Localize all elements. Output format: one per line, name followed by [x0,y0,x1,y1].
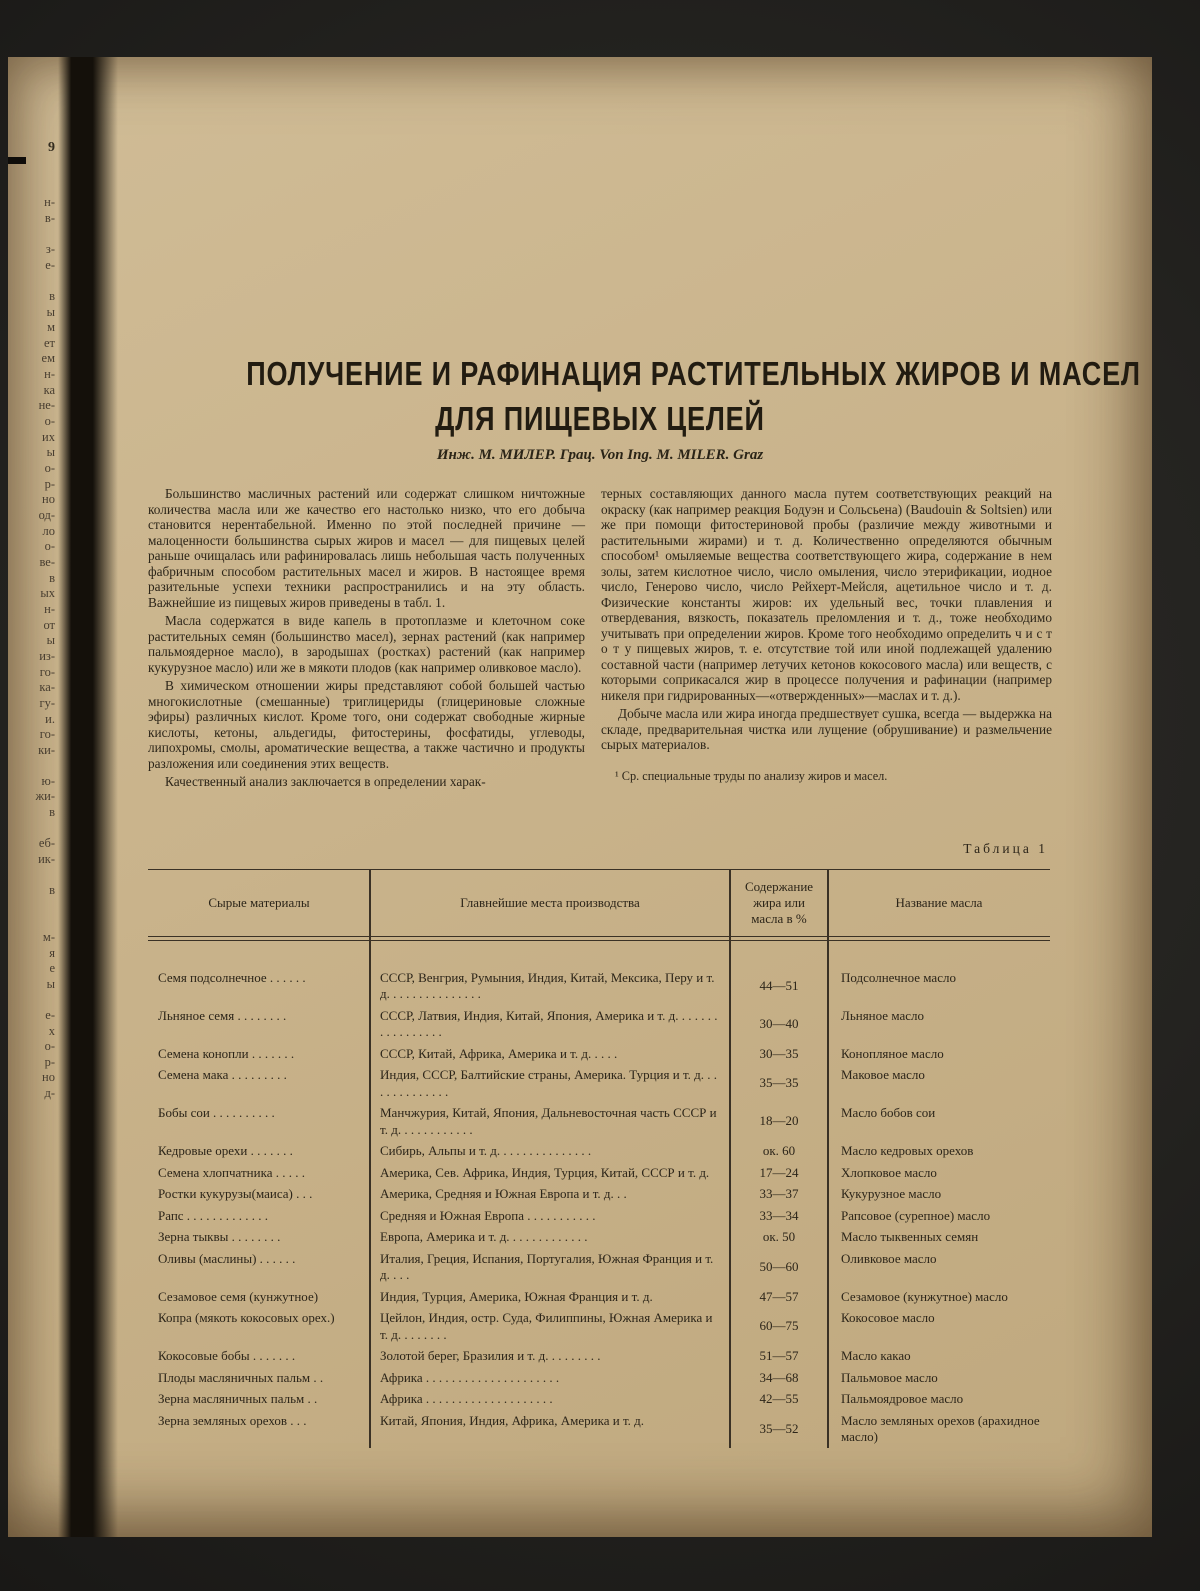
margin-fragment: ка- [39,680,55,694]
left-column [148,486,585,793]
table-row [148,967,1050,1005]
margin-fragment: н- [44,195,55,209]
margin-fragment: з- [45,242,55,256]
cell-raw-material: Ростки кукурузы(маиса) . . . [158,1186,313,1201]
margin-fragment: о- [44,539,55,553]
cell-production-places: Африка . . . . . . . . . . . . . . . . . . . . [380,1391,553,1406]
cell-raw-material: Семя подсолнечное . . . . . . [158,969,306,985]
margin-fragment: я [49,946,55,960]
table-row [148,1103,1050,1141]
margin-fragment: гу- [39,696,55,710]
margin-fragment: в- [44,211,55,225]
margin-fragment: и. [45,712,55,726]
table-row [148,1184,1050,1206]
page-content [148,57,1141,1537]
margin-fragment: их [42,430,55,444]
cell-oil-name: Масло земляных орехов (арахидное масло) [841,1412,1040,1444]
cell-raw-material: Кедровые орехи . . . . . . . [158,1143,293,1158]
margin-fragment: ло [42,524,55,538]
cell-fat-content: 17—24 [759,1164,799,1180]
table-row [148,1410,1050,1448]
paragraph: В химическом отношении жиры представляют собой большей частью многокислотные (смешанные) триглицериды (глицериновые сложные эфиры) различных кислот. Кроме того, они содержат свободные жирные кислоты, кетоны, альдегиды, фитостерины, фосфатиды, углеводы, липохромы, смолы, ароматические вещества, а также частично и продукты разложения или соединения этих веществ. [148,678,585,771]
margin-fragment: ет [43,336,55,350]
cell-production-places: СССР, Латвия, Индия, Китай, Япония, Америка и т. д. . . . . . . . . . . . . . . . . [380,1007,718,1039]
cell-fat-content: 30—40 [759,1015,799,1031]
margin-fragment: ых [40,586,55,600]
margin-fragment: н- [44,602,55,616]
cell-production-places: Средняя и Южная Европа . . . . . . . . . . . [380,1207,596,1223]
cell-production-places: Манчжурия, Китай, Япония, Дальневосточная часть СССР и т. д. . . . . . . . . . . . [380,1105,717,1137]
table-column-rule [369,869,371,1448]
cell-oil-name: Подсолнечное масло [841,969,956,985]
table-header-row [148,869,1050,936]
table-row [148,1162,1050,1184]
table-row [148,1248,1050,1286]
cell-oil-name: Оливковое масло [841,1250,937,1266]
margin-fragment: в [49,289,55,303]
author-byline: Инж. М. МИЛЕР. Грац. Von Ing. M. MILER. Graz [436,447,764,463]
cell-oil-name: Кукурузное масло [841,1186,942,1201]
binding-gutter-shadow [58,57,118,1537]
margin-fragment: ве- [39,555,55,569]
margin-fragment: го- [39,727,55,741]
cell-oil-name: Масло тыквенных семян [841,1229,979,1244]
cell-production-places: Цейлон, Индия, остр. Суда, Филиппины, Южная Америка и т. д. . . . . . . . [380,1310,713,1342]
table-column-rule [827,869,829,1448]
paragraph: терных составляющих данного масла путем соответствующих реакций на окраску (как например реакция Бодуэн и Сольсьена) (Baudouin & Soltsien) или же при помощи фитостериновой пробы (различие между животными и растительными жирами) и т. д. Количественно определяются обычным способом¹ омыляемые вещества соответствующего жира, содержание в нем золы, затем кислотное число, число омыления, число этерификации, иодное число, Генерово число, число Рейхерт-Мейсля, ацетильное число и т. д. Физические константы жиров: их удельный вес, точки плавления и отвердевания, вязкость, показатель преломления и т. д., тоже необходимо учитывать при определении жиров. Кроме того необходимо определить ч и с т о т у пищевых жиров, т. е. отсутствие той или иной подлежащей удалению составной части (например летучих кетонов кокосового масла) или веществ, с которыми соприкасался жир в процессе получения и рафинации (например никеля при гидрированных—«отвержденных»—маслах и т. д.). [601,486,1052,703]
cell-oil-name: Пальмоядровое масло [841,1391,964,1406]
cell-fat-content: 42—55 [759,1391,799,1406]
cell-production-places: Китай, Япония, Индия, Африка, Америка и т. д. [380,1412,645,1428]
body-columns [148,486,1052,793]
margin-fragment: од- [38,508,55,522]
cell-raw-material: Кокосовые бобы . . . . . . . [158,1348,296,1363]
cell-production-places: Европа, Америка и т. д. . . . . . . . . . . . . [380,1229,588,1244]
margin-fragment: е- [45,1008,55,1022]
margin-fragment: м [47,320,55,334]
cell-raw-material: Зерна земляных орехов . . . [158,1412,307,1428]
cell-production-places: СССР, Китай, Африка, Америка и т. д. . . . . [380,1045,618,1061]
margin-fragment: ы [46,633,55,647]
table-row [148,1043,1050,1065]
cell-production-places: Италия, Греция, Испания, Португалия, Южная Франция и т. д. . . . [380,1250,714,1282]
margin-fragment: о- [44,414,55,428]
cell-raw-material: Копра (мякоть кокосовых орех.) [158,1310,335,1325]
header-production-places: Главнейшие места производства [460,895,640,910]
paragraph: Качественный анализ заключается в определении харак- [165,774,486,789]
cell-production-places: Индия, СССР, Балтийские страны, Америка. Турция и т. д. . . . . . . . . . . . . . [380,1067,718,1099]
header-oil-name: Название масла [895,895,983,910]
table-row [148,1141,1050,1163]
cell-oil-name: Кокосовое масло [841,1310,935,1325]
cell-fat-content: 18—20 [759,1113,799,1129]
cell-fat-content: ок. 50 [762,1229,796,1244]
cell-fat-content: 34—68 [759,1369,799,1385]
header-fat-content: Содержание жира или масла в % [744,879,814,926]
cell-fat-content: 51—57 [759,1348,799,1363]
cell-production-places: Америка, Средняя и Южная Европа и т. д. . . [380,1186,627,1201]
cell-raw-material: Плоды масляничных пальм . . [158,1369,324,1385]
table-column-rule [729,869,731,1448]
margin-fragment: о- [44,461,55,475]
table-row [148,1389,1050,1411]
margin-fragment: ы [46,445,55,459]
table-row [148,1227,1050,1249]
margin-fragment: в [49,805,55,819]
article-title [148,351,1141,441]
margin-fragment: р- [44,477,55,491]
margin-fragment: ик- [38,852,55,866]
cell-raw-material: Оливы (маслины) . . . . . . [158,1250,296,1266]
margin-fragment: х [48,1024,55,1038]
margin-fragment: го- [39,665,55,679]
table-row [148,1065,1050,1103]
cell-raw-material: Льняное семя . . . . . . . . [158,1007,287,1023]
cell-oil-name: Масло бобов сои [841,1105,936,1120]
header-raw-materials: Сырые материалы [208,895,310,910]
margin-fragment: ы [46,977,55,991]
cell-fat-content: 30—35 [759,1045,799,1061]
margin-fragment: н- [44,367,55,381]
cell-fat-content: 35—52 [759,1420,799,1436]
table-row [148,1286,1050,1308]
cell-oil-name: Пальмовое масло [841,1369,938,1385]
cell-fat-content: ок. 60 [762,1143,796,1158]
margin-fragment: еб- [38,836,55,850]
margin-fragment: от [43,618,55,632]
footnote: ¹ Ср. специальные труды по анализу жиров и масел. [615,768,888,783]
cell-oil-name: Льняное масло [841,1007,924,1023]
cell-raw-material: Семена мака . . . . . . . . . [158,1067,287,1082]
cell-fat-content: 33—34 [759,1207,799,1223]
margin-fragment: ю- [41,774,55,788]
table-row [148,1308,1050,1346]
margin-fragment: е [49,961,55,975]
cell-fat-content: 60—75 [759,1318,799,1334]
paragraph: Масла содержатся в виде капель в протоплазме и клеточном соке растительных семян (большинство масел), зернах растений (как например пальмоядерное масло), в зародышах (ростках) растений (как например кукурузное масло) или же в мякоти плодов (как например оливковое масло). [148,613,585,675]
cell-oil-name: Маковое масло [841,1067,925,1082]
margin-fragment: д- [44,1086,55,1100]
margin-fragment: м- [42,930,55,944]
cell-oil-name: Сезамовое (кунжутное) масло [841,1288,1008,1304]
cell-fat-content: 44—51 [759,977,799,993]
margin-fragment: из- [39,649,55,663]
paragraph: Добыче масла или жира иногда предшествует сушка, всегда — выдержка на складе, предварительная чистка или лущение (обрушивание) и размельчение сырых материалов. [601,706,1052,752]
cell-raw-material: Зерна тыквы . . . . . . . . [158,1229,281,1244]
margin-fragment: в [49,883,55,897]
margin-fragment: 9 [48,140,55,155]
article-title-line1: ПОЛУЧЕНИЕ И РАФИНАЦИЯ РАСТИТЕЛЬНЫХ ЖИРОВ И МАСЕЛ [246,355,1141,392]
table-row [148,1367,1050,1389]
cell-oil-name: Конопляное масло [841,1045,944,1061]
margin-fragment: о- [44,1039,55,1053]
margin-fragment: но [42,492,55,506]
margin-fragment: жи- [35,789,55,803]
cell-fat-content: 50—60 [759,1258,799,1274]
cell-production-places: Африка . . . . . . . . . . . . . . . . . . . . . [380,1369,560,1385]
cell-production-places: Америка, Сев. Африка, Индия, Турция, Китай, СССР и т. д. [380,1164,710,1180]
cell-raw-material: Рапс . . . . . . . . . . . . . [158,1207,269,1223]
cell-oil-name: Масло кедровых орехов [841,1143,974,1158]
table-caption: Таблица 1 [963,841,1048,856]
paragraph: Большинство масличных растений или содержат слишком ничтожные количества масла или же качество его настолько низко, что его добыча становится нерентабельной. Именно по этой последней причине — малоценности большинства сырых жиров и масел — для пищевых целей раньше очищалась или рафинировалась лишь небольшая часть полученных фабричным способом растительных масел и жиров. В настоящее время разительные успехи техники распространились и на эту область. Важнейшие из пищевых жиров приведены в табл. 1. [148,486,585,610]
table-row [148,1205,1050,1227]
table-row [148,1005,1050,1043]
cell-oil-name: Хлопковое масло [841,1164,937,1180]
cell-raw-material: Бобы сои . . . . . . . . . . [158,1105,275,1120]
cell-oil-name: Рапсовое (сурепное) масло [841,1207,991,1223]
cell-production-places: Индия, Турция, Америка, Южная Франция и т. д. [380,1288,653,1304]
cell-production-places: Сибирь, Альпы и т. д. . . . . . . . . . . . . . . [380,1143,592,1158]
oil-table-body [148,941,1050,1448]
cell-raw-material: Семена хлопчатника . . . . . [158,1164,305,1180]
paper-sheet [8,57,1152,1537]
margin-fragment: ем [41,351,55,365]
cell-raw-material: Зерна масляничных пальм . . [158,1391,318,1406]
oils-table [148,869,1050,1448]
cell-fat-content: 35—35 [759,1075,799,1091]
margin-fragment: р- [44,1055,55,1069]
oils-table-grid [148,869,1050,1448]
cell-production-places: СССР, Венгрия, Румыния, Индия, Китай, Мексика, Перу и т. д. . . . . . . . . . . . . . . [380,969,715,1001]
cell-fat-content: 47—57 [759,1288,799,1304]
margin-fragment: ы [46,305,55,319]
margin-fragment: но [42,1070,55,1084]
cell-oil-name: Масло какао [841,1348,911,1363]
cell-production-places: Золотой берег, Бразилия и т. д. . . . . . . . . [380,1348,601,1363]
margin-fragment: ки- [38,743,55,757]
right-column [601,486,1052,793]
table-row [148,1346,1050,1368]
cell-raw-material: Семена конопли . . . . . . . [158,1045,295,1061]
margin-fragment: не- [38,398,55,412]
margin-fragment: ка [43,383,55,397]
margin-strip [8,57,60,1537]
cell-raw-material: Сезамовое семя (кунжутное) [158,1288,319,1304]
cell-fat-content: 33—37 [759,1186,799,1201]
article-title-line2: ДЛЯ ПИЩЕВЫХ ЦЕЛЕЙ [435,400,765,437]
margin-fragment: е- [45,258,55,272]
margin-fragment: в [49,571,55,585]
